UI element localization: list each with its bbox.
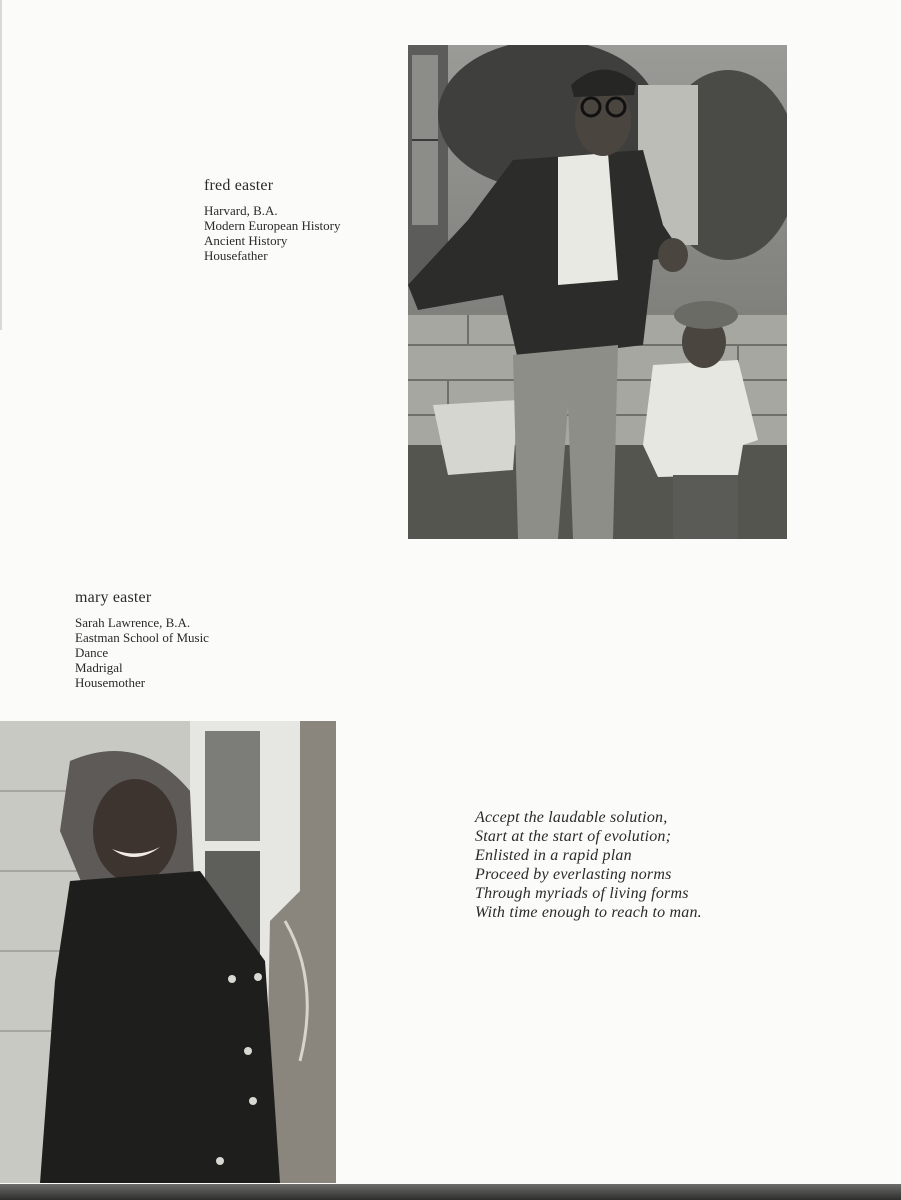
page-edge (0, 0, 2, 330)
bio-detail-line: Modern European History (204, 218, 341, 233)
bio-detail-line: Dance (75, 645, 109, 660)
person-name: fred easter (204, 177, 274, 194)
poem-line: Accept the laudable solution, (475, 809, 668, 826)
bio-fred-easter (204, 177, 340, 263)
bio-detail-line: Madrigal (75, 660, 123, 675)
poem-line: With time enough to reach to man. (475, 904, 702, 921)
poem-line: Start at the start of evolution; (475, 828, 672, 845)
bio-detail-line: Housemother (75, 675, 146, 690)
bio-detail-line: Ancient History (204, 233, 288, 248)
photo-mary (0, 721, 336, 1183)
bio-mary-easter (75, 589, 209, 690)
page-bottom-edge (0, 1184, 901, 1200)
poem-line: Enlisted in a rapid plan (475, 847, 632, 864)
poem-line: Through myriads of living forms (475, 885, 689, 902)
bio-detail-line: Harvard, B.A. (204, 203, 278, 218)
person-name: mary easter (75, 589, 152, 606)
bio-detail-line: Sarah Lawrence, B.A. (75, 615, 191, 630)
poem (475, 808, 702, 922)
bio-detail-line: Eastman School of Music (75, 630, 209, 645)
bio-detail-line: Housefather (204, 248, 268, 263)
poem-line: Proceed by everlasting norms (475, 866, 672, 883)
photo-fred-and-child (408, 45, 787, 539)
